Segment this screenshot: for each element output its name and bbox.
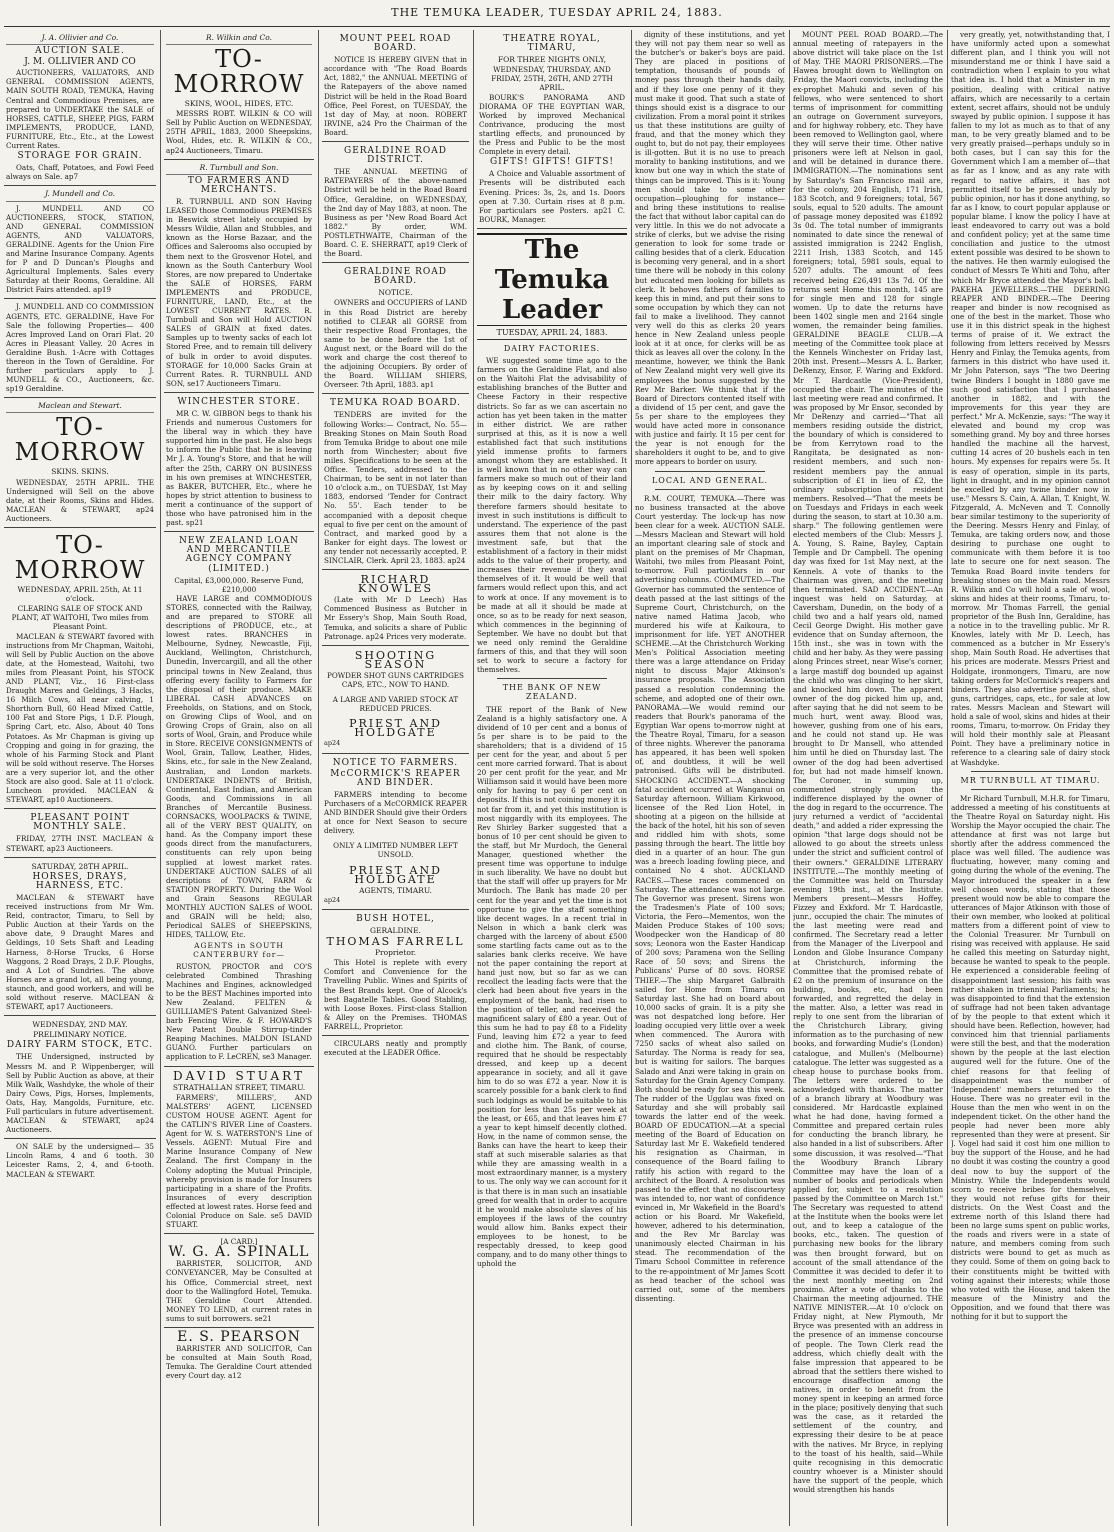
nz-loan-ad xyxy=(164,532,314,1066)
ad-body: MACLEAN & STEWART favored with instructions from Mr Chapman, Waitohi, will Sell by Public Auction on the above date, at the Homestead, Waitohi, two miles from Pleasant Point, his STOCK AND PLANT, Viz., 16 First-class Draught Mares and Geldings, 3 Hacks, 16 Milch Cows, all near calving, 1 Shorthorn Bull, 60 Head Mixed Cattle, 100 Fat and Store Pigs, 1 D.F. Plough, Spring Cart, etc. Also, About 40 Tons Potatoes. As Mr Chapman is giving up Cropping and going in for grazing, the whole of his Farming Stock and Plant will be sold without reserve. The Horses are a very superior lot, and the other Stock are also good. Sale at 11 o'clock. Luncheon provided. MACLEAN & STEWART, ap10 Auctioneers. xyxy=(6,631,154,805)
ad-title: HORSES, DRAYS, HARNESS, ETC. xyxy=(32,871,128,891)
article-body: MOUNT PEEL ROAD BOARD.—The annual meeting of ratepayers in the above district will take place on the 1st of May. THE MAORI PRISONERS.—The Hawea brought down to Wellington on Friday, the Maori convicts, including the ex-prophet Mahuki and seven of his fellows, who were sentenced to short terms of imprisonment for committing an outrage on Government surveyors, and for highway robbery, etc. They have been removed to Wellington gaol, where they will serve their time. Other native prisoners were left at Nelson in gaol, and will be detained in durance there. IMMIGRATION.—The nominations sent by Saturday's San Francisco mail are, for the colony, 204 English, 171 Irish, 183 Scotch, and 9 foreigners; total, 567 souls, equal to 520 adults. The amount of passage money deposited was £1892 3s 0d. The total number of immigrants nominated to date since the renewal of assisted immigration is 2242 English, 2211 Irish, 1383 Scotch, and 145 foreigners; total, 5981 souls, equal to 5207 adults. The amount of fees received being £26,491 13s 7d. Of the returns sent Home this month, 145 are for single men and 128 for single women. Up to date the returns have been 1402 single men and 2164 single women, the remainder being families. GERALDINE BEAGLE CLUB.—A meeting of the Committee took place at the Kennels Winchester on Friday last, 20th inst. Present—Messrs A. L. Barker, DeRenzy, Ensor, F. Waring and Exkford. Mr T. Hardcastle (Vice-President), occupied the chair. The minutes of the last meeting were read and confirmed. It was proposed by Mr Ensor, seconded by Mr DeRenzy and carried—"That all members residing outside the district, the boundary of which is considered to be from Kerrytown road to the Rangitata, be designated as non-resident members, and such non-resident members pay the annual subscription of £1 in lieu of £2, the ordinary subscription of resident members. Resolved—"That the meets be on Tuesdays and Fridays in each week during the season, to start at 10.30 a.m. sharp." The following gentlemen were elected members of the Club: Messrs J. A. Young, S. Raine, Bayley, Captain Temple and Dr Campbell. The opening day was fixed for 1st May next, at the Kennels. A vote of thanks to the Chairman was given, and the meeting then terminated. SAD ACCIDENT.—An inquest was held on Saturday, at Caversham, Dunedin, on the body of a child two and a half years old, named Cecil George Dwight. His mother gave evidence that on Sunday afternoon, the 15th inst., she was in town with the child and her baby. As they were passing along Princes street, near Wise's corner, a large mastiff dog bounded up against the child who was clinging to her skirt, and knocked him down. The apparent owner of the dog picked him up, and, after saying that he did not seem to be much hurt, went away. Blood was, however, gushing from one of his ears, and he could not stand up. He was brought to Dr Mansell, who attended him until he died on Thursday last. The owner of the dog had been advertised for, but had not made himself known. The Coroner, in summing up, commented strongly upon the indifference displayed by the owner of the dog in regard to the occurrence. The jury returned a verdict of "accidental death," and added a rider expressing the opinion "that large dogs should not be allowed to go about the streets unless under the strict and sufficient control of their owners." GERALDINE LITERARY INSTITUTE.—The monthly meeting of the Committee was held on Thursday evening 19th inst., at the Institute. Members present—Messrs Hoffey, Fizzey and Exkford. Mr T. Hardcastle, junr., occupied the chair. The minutes of the last meeting were read and confirmed. The Secretary read a letter from the Manager of the Liverpool and London and Globe Insurance Company at Christchurch, informing the Committee that the promised rebate of £2 on the premium of insurance on the building, books, etc, had been forwarded, and regretted the delay in the matter. Also, a letter was read in reply to one sent from the librarian of the Christchurch Library, giving information as to the purchasing of new books, and forwarding Mudie's (London) catalogue, and Mullen's (Melbourne) catalogue. The letter was suggested as a cheap house to purchase books from. The letters were ordered to be acknowledged with thanks. The matter of a branch library at Woodbury was considered. Mr Hardcastle explained what he had done, having formed a Committee and prepared certain rules for conducting the branch library, he also handed in a list of subscribers. After some discussion, it was resolved—"That the Woodbury Branch Library Committee may have the loan of a number of books and periodicals when applied for, subject to a resolution passed by the Committee on March 1st." The Secretary was requested to attend at the Institute when the books were let out, and to keep a catalogue of the books, etc., taken. The question of purchasing new books for the library was then brought forward, but on account of the small attendance of the Committee it was decided to defer it to the next monthly meeting on 2nd proximo. After a vote of thanks to the Chairman the meeting adjourned. THE NATIVE MINISTER.—At 10 o'clock on Friday night, at New Plymouth, Mr Bryce was presented with an address in the presence of an immense concourse of people. The Town Clerk read the address, which chiefly dealt with the false impression that appeared to be abroad that the settlers there wished to encourage disaffection among the natives, in order to benefit from the money spent in keeping an armed force in the place; positively denying that such was the case, as it retarded the settlement of the country, and expressing their desire to be at peace with the natives. Mr Bryce, in replying to the toast of his health, said—While quite recognising in this democratic country whoever is a Minister should have the support of the people, which would strengthen his hands xyxy=(793,30,943,1494)
ad-subtitle: Capital, £3,000,000. Reserve Fund, £210,000 xyxy=(174,575,304,594)
david-stuart-ad xyxy=(164,1067,314,1235)
ad-title: DAIRY FARM STOCK, ETC. xyxy=(6,1040,154,1051)
ad-subtitle: SKINS, WOOL, HIDES, ETC. xyxy=(184,99,294,109)
column-divider xyxy=(473,30,474,1526)
paper-date: TUESDAY, APRIL 24, 1883. xyxy=(477,328,627,340)
ad-body: HAVE LARGE and COMMODIOUS STORES, connected with the Railway, and are prepared to STORE all descriptions of PRODUCE, etc., at lowest rates. BRANCHES in Melbourne, Sydney, Newcastle, Fiji, Auckland, Wellington, Christchurch, Dunedin, Invercargill, and all the other principal towns in New Zealand, thus offering every facility to Farmers for the disposal of their produce. MAKE LIBERAL CASH ADVANCES on Freeholds, on Stations, and on Stock, on Growing Clips of Wool, and on Growing Crops of Grain, also on all sorts of Wool, Grain, and Produce while in Store. RECEIVE CONSIGNMENTS of Wool, Grain, Tallow, Leather, Hides, Skins, etc., for sale in the New Zealand, Australian, and London markets. UNDERTAKE INDENTS of British, Continental, East Indian, and American Goods, and Commissions in all Branches of Mercantile Business. CORNSACKS, WOOLPACKS & TWINE, all of the VERY BEST QUALITY, on hand. As the Company import these goods direct from the manufacturers, constituents can rely upon being supplied at lowest market rates. UNDERTAKE AUCTION SALES of all descriptions of TOWN, FARM & STATION PROPERTY. During the Wool and Grain Seasons REGULAR MONTHLY AUCTION SALES of WOOL and GRAIN will be held; also, Periodical SALES of SHEEPSKINS, HIDES, TALLOW, Etc. xyxy=(166,593,312,940)
ad-body: NOTICE IS HEREBY GIVEN that in accordance with "The Road Boards Act, 1882," the ANNUAL MEETING of the Ratepayers of the above named District will be held in the Road Board Office, Peel Forest, on TUESDAY, the 1st day of May, at noon. ROBERT IRVINE, a24 Pro the Chairman of the Board. xyxy=(324,55,467,137)
spinall-ad xyxy=(164,1234,314,1328)
ad-title: McCORMICK'S REAPER AND BINDER. xyxy=(330,768,461,788)
column-divider xyxy=(947,30,948,1526)
ad-big-title: TO-MORROW xyxy=(173,45,305,99)
ad-subtitle: AGENTS, TIMARU. xyxy=(359,885,432,895)
article-body: dignity of these institutions, and yet they will not pay them near so well as the butcher's or baker's boys are paid. They are placed in positions of temptation, thousands of pounds of money pass through their hands daily, and if they lose one penny of it they must make it good. That such a state of things should exist is a disgrace to our civilization. From a moral point it strikes us that these institutions are guilty of fraud, and that the money which they ought to, but do not pay, their employees is ill-gotten. But it is no use to preach morality to banking institutions, and we know but one way in which the state of things can be improved. This is it: Young men should take to some other occupation—ploughing for instance—and bring these institutions to realise the fact that without labor capital can do very little. In this we do not advocate a strike of clerks, but we advise the rising generation to look for some trade or calling besides that of a clerk. Education is becoming very general, and in a short time there will be nobody in this colony but educated men looking for billets as clerk. It behoves fathers of families to keep this in mind, and put their sons to some occupation by which they can not fail to make a livelihood. They cannot very well do this as clerks 20 years hence in New Zealand unless people look at it at once, for clerks will be as thick as leaves all over the colony. In the meantime, however, we think the Bank of New Zealand might very well give its employees the bonus suggested by the Rev Mr Barker. We think that if the Board of Directors contented itself with a dividend of 15 per cent, and gave the 5s per share to the employees they would have acted more in consonance with justice and fairly. It 15 per cent for the year is not enough for the shareholders it ought to be, and to give more appears to border on usury. xyxy=(635,30,785,467)
ad-header: J. A. Ollivier and Co. xyxy=(6,33,154,45)
ad-title: TO FARMERS AND MERCHANTS. xyxy=(187,175,291,195)
rams-sale-ad xyxy=(4,1139,156,1182)
mccormick-ad xyxy=(322,754,469,910)
ad-header: J. Mundell and Co. xyxy=(6,189,154,201)
mount-peel-ad xyxy=(322,30,469,142)
maclean-skins-ad xyxy=(4,398,156,528)
paper-title: The Temuka Leader xyxy=(477,233,627,326)
column-4 xyxy=(477,30,627,1526)
article-rule xyxy=(497,678,607,679)
ad-subtitle: ONLY A LIMITED NUMBER LEFT UNSOLD. xyxy=(333,841,458,860)
ad-body: POWDER SHOT GUNS CARTRIDGES CAPS, ETC., NOW TO HAND. xyxy=(327,670,464,689)
winchester-ad xyxy=(164,393,314,532)
ad-title: CLEARING SALE OF STOCK AND PLANT, AT WAITOHI, Two miles from Pleasant Point. xyxy=(11,604,149,632)
horses-sale-ad xyxy=(4,858,156,1017)
article-heading: LOCAL AND GENERAL. xyxy=(651,475,769,485)
ad-title: TEMUKA ROAD BOARD. xyxy=(329,398,461,409)
knowles-ad xyxy=(322,570,469,646)
ad-title: AUCTION SALE. xyxy=(35,46,125,57)
dairy-stock-ad xyxy=(4,1016,156,1139)
ad-body: J. MUNDELL AND CO COMMISSION AGENTS, ETC. GERALDINE, Have For Sale the following Properties— 400 Acres Improved Land on Orari Flat. 20 Acres in Pleasant Valley. 20 Acres in Geraldine Bush. 1-Acre with Cottages thereon in the Town of Geraldine. For further particulars apply to J. MUNDELL & CO., Auctioneers, &c. sp19 Geraldine. xyxy=(6,302,154,394)
shooting-season-ad xyxy=(322,646,469,754)
column-6 xyxy=(793,30,943,1526)
ad-subtitle: WEDNESDAY, APRIL 25th, At 11 o'clock. xyxy=(17,585,143,604)
ad-subtitle: NOTICE. xyxy=(378,288,413,298)
ad-body: AUCTIONEERS, VALUATORS, AND GENERAL COMMISSION AGENTS, MAIN SOUTH ROAD, TEMUKA, Having Central and Commodious Premises, are prepared to UNDERTAKE the SALE of HORSES, CATTLE, SHEEP, PIGS, FARM IMPLEMENTS, PRODUCE, LAND, FURNITURE, Etc., Etc., at the Lowest Current Rates. xyxy=(6,68,154,151)
pleasant-point-ad xyxy=(4,809,156,857)
column-2 xyxy=(164,30,314,1526)
page-masthead: THE TEMUKA LEADER, TUESDAY APRIL 24, 1883. xyxy=(391,6,723,19)
ad-ref: ap24 xyxy=(324,895,341,904)
ad-title: AGENTS in SOUTH CANTERBURY for— xyxy=(193,941,285,960)
column-divider xyxy=(631,30,632,1526)
ad-title: SHOOTING SEASON xyxy=(354,648,437,671)
article-body: WE suggested some time ago to the farmers on the Geraldine Flat, and also on the Waitohi Flat the advisability of establishing branches of the Butter and Cheese Factory in their respective districts. So far as we can ascertain no action has yet been taken in the matter in either district. We are rather surprised at this, as it is now a well established fact that such institutions yield immense profits to farmers amongst whom they are established. It is well known that in no other way can farmers make so much out of their land as by keeping cows on it and selling their milk to the dairy factory. Why therefore farmers should hesitate to invest in such institutions is difficult to understand. The experience of the past assures them that not alone is the investment safe, but that the establishment of a factory in their midst adds to the value of their property, and increases their revenue if they avail themselves of it. It would be well that farmers would reflect upon this, and act to work at once. If any movement is to be made at all it should be made at once, so as to be ready for next season, which commences in the beginning of September. We have no doubt but that we need only remind the Geraldine farmers of this, and that they will soon set to work to secure a factory for themselves. xyxy=(477,356,627,675)
ad-body: FRIDAY, 27TH INST. MACLEAN & STEWART, ap23 Auctioneers. xyxy=(6,834,154,853)
ad-big-title: TO-MORROW xyxy=(14,413,146,467)
maclean-clearing-ad xyxy=(4,528,156,809)
ad-body: A LARGE AND VARIED STOCK AT REDUCED PRICES. xyxy=(332,695,459,714)
ad-ref: ap24 xyxy=(324,739,341,748)
geraldine-notice-ad xyxy=(322,263,469,394)
ad-subtitle: FOR THREE NIGHTS ONLY, xyxy=(497,55,607,65)
ad-body: OWNERS and OCCUPIERS of LAND in this Road District are hereby notified to CLEAR all GORSE from their respective Road Frontages, the same to be done before the 1st of August next, or the Board will do the work and charge the cost thereof to the adjoining Occupiers. By order of the Board. WILLIAM SHIERS, Overseer. 7th April, 1883. ap1 xyxy=(324,298,468,390)
column-3 xyxy=(322,30,469,1526)
ad-subtitle: [A CARD.] xyxy=(220,1237,258,1247)
ad-title: NOTICE TO FARMERS. xyxy=(332,757,459,768)
column-7 xyxy=(951,30,1110,1526)
column-1 xyxy=(4,30,156,1526)
olliver-ad xyxy=(4,30,156,186)
ad-name: J. M. OLLIVIER AND CO xyxy=(24,57,136,68)
ad-subtitle: Proprietor. xyxy=(374,948,417,958)
bush-hotel-ad xyxy=(322,910,469,1036)
ad-name: W. G. A. SPINALL xyxy=(168,1244,310,1261)
article-rule xyxy=(971,771,1090,772)
ad-body: FARMERS intending to become Purchasers of a McCORMICK REAPER AND BINDER Should give their Orders at once for Next Season to secure delivery. xyxy=(324,789,467,836)
ad-title: GERALDINE ROAD BOARD. xyxy=(344,267,447,287)
ad-header: R. Turnbull and Son. xyxy=(166,163,312,175)
article-body: very greatly, yet, notwithstanding that, I have uniformly acted upon a somewhat different plan, and I think you will not misunderstand me or think I have said a contradiction when I explain to you what that idea is. I hold that a Minister in my position, dealing with critical native affairs, which are necessarily to a certain extent, secret affairs, should not be unduly swayed by public opinion. I suppose it has fallen to my lot as much as to that of any man, to be very greatly blamed and to be very greatly praised—perhaps unduly so in both cases, but I can say this for the Government which I am a member of—that as far as I know, and as any rate with regard to native affairs, it has not permitted itself to be pressed unduly by public opinion, nor has it done anything, so far as I know, to court popular applause or popular blame. I know the policy I have at least endeavored to carry out was a bold and confident policy; yet at the same time conciliation and justice to the utmost extent possible was desired to be shown to the natives. He then warmly eulogised the conduct of Messrs Te Whiti and Tohu, after which Mr Bryce attended the Mayor's ball. PAKEHA JEWELLERS.—THE DEERING REAPER AND BINDER.—The Deering reaper and binder is now recognised as one of the best in the market. Those who use it in this district speak in the highest terms of praise of it. We extract the following from letters received by Messrs Henry and Finlay, the Temuka agents, from farmers in this district who have used it. Mr John Paterson, says "The two Deering twine Binders I bought in 1880 gave me such good satisfaction that I purchased another in 1882, and with the improvements for this year they are perfect." Mr A. McKenzie, says: "The way it elevated and bound my crop was something grand. My boy and three horses handled the machine all the harvest, cutting 14 acres of 20 bushels each in ten hours. My expenses for repairs were 5s. It is easy of operation, simple in its parts, light in draught, and in my opinion cannot be excelled by any twine binder now in use." Messrs S. Cain, A. Allan, T. Knight, W. Fitzgerald, A. McNeven and T. Connolly bear similar testimony to the superiority of the Deering. Messrs Henry and Finlay, of Temuka, are taking orders now, and those desiring to purchase one ought to communicate with them before it is too late to secure one for next season. The Temuka Road Board invite tenders for breaking stones on the Main road. Messrs R. Wilkin and Co will hold a sale of wool, skins and hides at their rooms, Timaru, to-morrow. Mr Thomas Farrell, the genial proprietor of the Bush Inn, Geraldine, has a notice in to the travelling public. Mr R. Knowles, lately with Mr D. Leech, has commenced as a butcher in Mr Essery's shop, Main South Road. He advertises that his prices are moderate. Messrs Priest and Holdgate, ironmongers, Timaru, are now taking orders for McCormick's reapers and binders. They also advertise powder, shot, guns, cartridges, caps, etc., for sale at low rates. Messrs Maclean and Stewart will hold a sale of wool, skins and hides at their rooms, Timaru, to-morrow. On Friday they will hold their monthly sale at Pleasant Point. They have a preliminary notice in reference to a clearing sale of dairy stock at Washdyke. xyxy=(951,30,1110,767)
ad-body: RUSTON, PROCTOR and CO'S celebrated Combined Thrashing Machines and Engines, acknowledged to be the BEST Machines imported into New Zealand. FELTEN & GUILLIAME'S Patent Galvanized Steel-barb Fencing Wire. & F. HOWARD'S New Patent Double Stirrup-tinder Reaping Machines. MALDON ISLAND GUANO. Further particulars on application to F. LeCREN, se3 Manager. xyxy=(166,961,312,1062)
ad-name: THOMAS FARRELL xyxy=(326,935,465,949)
ad-big-title: TO-MORROW xyxy=(14,531,146,585)
temuka-road-board-ad xyxy=(322,394,469,570)
ad-body: MR C. W. GIBBON begs to thank his Friends and numerous Customers for the liberal way in which they have supported him in the past. He also begs to inform the Public that he is leaving Mr J. A. Young's Store, and that he will after the 25th, CARRY ON BUSINESS in his own premises at WINCHESTER, as BAKER, BUTCHER, Etc., where he hopes by strict attention to business to merit a continuance of the support of those who have patronised him in the past. sp21 xyxy=(166,409,312,528)
ad-body: A Choice and Valuable assortment of Presents will be distributed each Evening. Prices: 3s, 2s, and 1s. Doors open at 7.30. Curtain rises at 8 p.m. For particulars see Posters. ap21 C. BOURK, Manager. xyxy=(479,169,625,224)
mundell-properties-ad xyxy=(4,299,156,398)
article-rule xyxy=(655,489,765,490)
ad-body: THE Undersigned, instructed by Messrs M. and P. Wippenberger, will Sell by Public Auction as above, at their Milk Walk, Washdyke, the whole of their Dairy Cows, Pigs, Horses, Implements, Oats, Hay, Mangolds, Furniture, etc. Full particulars in future advertisement. MACLEAN & STEWART, ap24 Auctioneers. xyxy=(6,1052,154,1135)
ad-name: PRIEST AND HOLDGATE xyxy=(349,717,442,740)
ad-body: J. MUNDELL AND CO AUCTIONEERS, STOCK, STATION, AND GENERAL COMMISSION AGENTS, AND VALUATORS, GERALDINE. Agents for the Union Fire and Marine Insurance Company. Agents for P and D Duncan's Ploughs and Agricultural Implements. Sales every Saturday at their Rooms, Geraldine. All District Fairs attended. ap19 xyxy=(6,203,154,295)
ad-subtitle: SKINS. SKINS. xyxy=(51,467,109,477)
article-body: Mr Richard Turnbull, M.H.R. for Timaru, addressed a meeting of his constituents at the Theatre Royal on Saturday night. His Worship the Mayor occupied the chair. The attendance at first was not large but shortly after the address commenced the place was well filled. The audience was fluctuating, however, many coming and going during the whole of the evening. The Mayor introduced the speaker in a few well chosen words, stating that those present would now be able to compare the utterances of Major Atkinson with those of their own member, who looked at political matters from a different point of view to the Colonial Treasurer. Mr Turnbull on rising was received with applause. He said he called this meeting on Saturday night, because he wanted to speak to the people. He experienced a considerable feeling of disappointment last session; his faith was rather shaken in triennial Parliaments; he was disappointed to find that the extension of suffrage had not been taken advantage of by the people to that extent which it should have been. Reflection, however, had convinced him that triennial parliaments were still the best, and that the moderation shown by the people at the last election augured well for the future. One of the chief reasons for that feeling of disappointment was the number of 'Independent' members returned to the House. There was no greater evil in the House than the men who went in on the independent ticket. On the other hand the people had never been more ably represented than they were at present. Sir J. Vogel had said it cost him one million to buy the support of the House, and he had no doubt it was costing the country a good deal now to buy the support of the Ministry. While the Independents would scorn to receive bribes for themselves, they would not refuse gifts for their districts. On the West Coast and the extreme north of this Island there had been no large sums spent on public works, the roads and rivers were in a state of nature, and members coming from such districts were bound to get as much as they could. Some of them on going back to their constituents might be twitted with voting against their interests; while those who voted with the House, and taken the measure of the Ministry and the Opposition, and we found that there was nothing for it but to support the xyxy=(951,793,1110,1322)
ad-title: GIFTS! GIFTS! GIFTS! xyxy=(489,157,615,168)
ad-title: BUSH HOTEL, xyxy=(356,913,435,924)
ad-title: GERALDINE ROAD DISTRICT. xyxy=(344,146,447,166)
ad-body: BOURK'S PANORAMA AND DIORAMA OF THE EGYPTIAN WAR, Worked by improved Mechanical Contrivance, producing the most startling effects, and pronounced by the Press and Public to be the most Complete in every detail. xyxy=(479,92,625,157)
ad-body: R. TURNBULL AND SON Having LEASED those Commodious PREMISES in Beswick street lately occupied by Messrs Wildie, Allan and Stubbles, and known as the Horse Bazaar, and the Offices and Salerooms also occupied by them next to the Grosvenor Hotel, and known as the South Canterbury Wool Stores, are now prepared to Undertake the SALE of HORSES, FARM IMPLEMENTS and PRODUCE, FURNITURE, LAND, Etc., at the LOWEST CURRENT RATES. R. Turnbull and Son will Hold AUCTION SALES of GRAIN at fixed dates. Samples up to twenty sacks of each lot Stored Free, and to remain till delivery of bulk in order to avoid disputes. STORAGE for 10,000 Sacks Grain at Current Rates. R. TURNBULL AND SON, se17 Auctioneers Timaru. xyxy=(166,196,312,388)
ad-body: ON SALE by the undersigned— 35 Lincoln Rams, 4 and 6 tooth. 30 Leicester Rams, 2, 4, and 6-tooth. MACLEAN & STEWART. xyxy=(6,1142,154,1179)
ad-body: THE ANNUAL MEETING of RATEPAYERS of the above-named District will be held in the Road Board Office, Geraldine, on WEDNESDAY, the 2nd day of May 1883, at noon. The Business as per "New Road Board Act 1882." By order, WM. POSTLETHWAITE, Chairman of the Board. C. E. SHERRATT, ap19 Clerk of the Board. xyxy=(324,167,467,259)
pearson-ad xyxy=(164,1328,314,1384)
column-divider xyxy=(318,30,319,1526)
article-rule xyxy=(971,789,1090,790)
ad-title: PLEASANT POINT MONTHLY SALE. xyxy=(30,813,130,833)
ad-title: NEW ZEALAND LOAN AND MERCANTILE AGENCY COMPANY (LIMITED.) xyxy=(178,536,300,574)
ad-name: E. S. PEARSON xyxy=(177,1329,301,1345)
article-heading: THE BANK OF NEW ZEALAND. xyxy=(502,683,602,702)
ad-body: MESSRS ROBT. WILKIN & CO will Sell by Public Auction on WEDNESDAY, 25TH APRIL, 1883, 2000 Sheepskins, Wool, Hides, etc. R. WILKIN & CO., ap24 Auctioneers, Timaru. xyxy=(166,109,312,155)
ad-body: BARRISTER, SOLICITOR, AND CONVEYANCER, May be Consulted at his Office, Commercial street, next door to the Wallingford Hotel, Temuka. THE Geraldine Court Attended. MONEY TO LEND, at current rates in sums to suit borrowers. se21 xyxy=(166,1259,312,1323)
geraldine-district-ad xyxy=(322,142,469,263)
ad-subtitle: GERALDINE. xyxy=(370,925,421,935)
article-heading: DAIRY FACTORIES. xyxy=(503,343,601,353)
ad-title: THEATRE ROYAL, TIMARU, xyxy=(503,34,601,54)
ad-name: PRIEST AND HOLDGATE xyxy=(349,863,442,886)
ad-title: MOUNT PEEL ROAD BOARD. xyxy=(339,34,452,54)
ad-body: FARMERS', MILLERS', AND MALSTERS' AGENT, LICENSED CUSTOM HOUSE AGENT. Agent for the CATLIN'S RIVER Line of Coasters. Agent for W. S. WATERSTON'S Line of Vessels. AGENT: Mutual Fire and Marine Insurance Company of New Zealand. The first Company in the Colony adopting the Mutual Principle, whereby provision is made for Insurers participating in a share of the Profits. Insurances of every description effected at lowest rates. Horse feed and Colonial Produce on Sale. se5 DAVID STUART. xyxy=(166,1092,312,1230)
wilkin-ad xyxy=(164,30,314,160)
ad-body: Oats, Chaff, Potatoes, and Fowl Feed always on Sale. ap7 xyxy=(6,163,154,182)
theatre-ad xyxy=(477,30,627,229)
ad-subtitle: WEDNESDAY, THURSDAY, AND FRIDAY, 25TH, 26TH, AND 27TH APRIL. xyxy=(491,65,613,93)
ad-body: BARRISTER AND SOLICITOR, Can be consulted at Main South Road, Temuka. The Geraldine Court attended every Court day. a12 xyxy=(166,1344,312,1381)
ad-body: (Late with Mr D Leech) Has Commenced Business as Butcher in Mr Essery's Shop, Main South Road, Temuka, and solicits a share of Public Patronage. ap24 Prices very moderate. xyxy=(324,595,467,641)
ad-subtitle: STRATHALLAN STREET, TIMARU. xyxy=(172,1082,306,1092)
column-divider xyxy=(789,30,790,1526)
ad-subtitle: WEDNESDAY, 2ND MAY. xyxy=(32,1020,128,1030)
ad-body: TENDERS are invited for the following Works:— Contract, No. 55—Breaking Stones on Main South Road from Temuka Bridge to about one mile north from Winchester; about five miles. Specifications to be seen at the Office. Tenders, addressed to the Chairman, to be sent in not later than 10 o'clock a.m., on TUESDAY, 1st May 1883, endorsed 'Tender for Contract No. 55'. Each tender to be accompanied with a deposit cheque equal to five per cent on the amount of Contract, and marked good by a Banker for eight days. The lowest or any tender not necessarily accepted. P. SINCLAIR, Clerk. April 23, 1883. ap24 xyxy=(324,410,467,565)
ad-body: WEDNESDAY, 25TH APRIL. THE Undersigned will Sell on the above date, at their Rooms, Skins and Hides. MACLEAN & STEWART, ap24 Auctioneers. xyxy=(6,477,154,523)
masthead-rule xyxy=(4,26,1110,27)
article-body: R.M. COURT, TEMUKA.—There was no business transacted at the above Court yesterday. The lock-up has now been clear for a week. AUCTION SALE.—Messrs Maclean and Stewart will hold an important clearing sale of stock and plant on the premises of Mr Chapman, Waitohi, two miles from Pleasant Point, to-morrow. Full particulars in our advertising columns. COMMUTED.—The Governor has commuted the sentence of death passed at the last sittings of the Supreme Court, Christchurch, on the native named Hatima Jacob, who murdered his wife at Kaikoura, to imprisonment for life. YET ANOTHER SCHEME.—At the Christchurch Working Men's Political Association meeting there was a large attendance on Friday night to discuss Major Atkinson's insurance proposals. The Association passed a resolution condemning the scheme, and adopted one of their own. PANORAMA.—We would remind our readers that Bourk's panorama of the Egyptian War opens to-morrow night at the Theatre Royal, Timaru, for a season of three nights. Wherever the panorama has appeared, it has been well spoken of, and doubtless, it will be well patronised. Gifts will be distributed. SHOCKING ACCIDENT.—A shocking fatal accident occurred at Wanganui on Saturday afternoon. William Kirkwood, licensee of the Red Lion Hotel, in shooting at a pigeon on the hillside at the back of the hotel, hit his son of seven and riddled him with shots, some passing through the heart. The little boy died in a quarter of an hour. The gun was a breech loading fowling piece, and contained No 4 shot. AUCKLAND RACES.—These races commenced on Saturday. The attendance was not large. The Governor was present. Sirens won the Tradesmen's Plate of 100 sovs; Victoria, the Fero—Mementos, won the Maiden Produce Stakes of 100 sovs; Woodpecker won the Handicap of 80 sovs; Leonora won the Easter Handicap of 200 sovs; Paramena won the Selling Race of 50 sovs; and Sirens the Publicans' Purse of 80 sovs. HORSE THIEF.—The ship Margaret Galbraith sailed for Home from Timaru on Saturday last. She had on board about 10,000 sacks of grain. It is a pity she was not despatched long before. Her loading occupied very little over a week when commenced. The Aurora with 7250 sacks of wheat also sailed on Saturday. The Norma is ready for sea, but is waiting for sailors. The barques Salado and Anzi were taking in grain on Saturday for the Grain Agency Company. Both should be ready for sea this week. The rudder of the Ugglau was fixed on Saturday and she will probably sail towards the latter end of the week. BOARD OF EDUCATION.—At a special meeting of the Board of Education on Saturday last Mr E. Wakefield tendered his resignation as Chairman, in consequence of the Board failing to ratify his action with regard to the architect of the Board. A resolution was passed to the effect that no discourtesy was intended to, nor want of confidence evinced in, Mr Wakefield in the Board's action or his Board. Mr Wakefield, however, adhered to his determination, and the Rev Mr Barclay was unanimously elected Chairman in his stead. The recommendation of the Timaru School Committee in reference to the re-appointment of Mr James Scott as head teacher of the school was carried out, some of the members dissenting. xyxy=(635,493,785,1303)
circulars-ad xyxy=(322,1036,469,1061)
ad-body: This Hotel is replete with every Comfort and Convenience for the Travelling Public. Wines and Spirits of the Best Brands kept. One of Alcock's best Bagatelle Tables. Good Stabling, with Loose Boxes. First-class Stallion & Alley on the Premises. THOMAS FARRELL, Proprietor. xyxy=(324,958,467,1031)
ad-title: STORAGE FOR GRAIN. xyxy=(17,151,143,162)
article-body: THE report of the Bank of New Zealand is a highly satisfactory one. A dividend of 10 per cent and a bonus of 5s per share is to be paid to the shareholders; that is a dividend of 15 per cent for the year, and about 5 per cent more carried forward. That is about 20 per cent profit for the year, and Mr Williamson said it would have been more only for having to pay 6 per cent on deposits. If this is not coining money it is not far from it, and yet this institution is most niggardly with its employees. The Rev Shirley Barker suggested that a bonus of 10 per cent should be given to the staff, but Mr Murdoch, the General Manager, questioned whether the present time was opportune to indulge in such liberality. We have no doubt but that the staff will offer up prayers for Mr Murdoch. The Bank has made 20 per cent for the year and yet the time is not opportune to give the staff something like decent wages. In a recent trial in Nelson in which a bank clerk was charged with the larceny of about £500 some startling facts came out as to the salaries bank clerks receive. We have not the paper containing the report at hand just now, but so far as we can recollect the leading facts were that the clerk had been about five years in the employment of the bank, had risen to the position of teller, and received the magnificent salary of £80 a year. Out of this sum he had to pay £8 to a Fidelity Fund, leaving him £72 a year to feed and clothe him. The Bank, of course, required that he should be respectably dressed, and keep up a decent appearance in society, and all it gave him to do so was £72 a year. Now it is scarcely possible for a bank clerk to find such lodgings as would be suitable to his position for less than 25s per week at the least, or £65, and that leaves him £7 a year to kept himself decently clothed. How, in the name of common sense, the Banks can have the heart to keep their staff at such miserable salaries as that while they are amassing wealth in a most extraordinary manner, is a mystery to us. The only way we can account for it is that there is in man such an insatiable greed for wealth that in order to acquire it he would make absolute slaves of his employees if the laws of the country would allow him. Banks expect their employees to be honest, to be respectably dressed, to keep good company, and to do many other things to uphold the xyxy=(477,704,627,1269)
ad-header: Maclean and Stewart. xyxy=(6,401,154,413)
column-divider xyxy=(160,30,161,1526)
ad-header: R. Wilkin and Co. xyxy=(166,33,312,45)
article-heading: MR TURNBULL AT TIMARU. xyxy=(960,775,1101,785)
ad-title: WINCHESTER STORE. xyxy=(177,396,301,407)
ad-name: RICHARD KNOWLES xyxy=(357,573,434,596)
mundell-ad xyxy=(4,186,156,299)
column-5 xyxy=(635,30,785,1526)
ad-name: DAVID STUART xyxy=(173,1068,305,1083)
article-rule xyxy=(655,471,765,472)
ad-body: MACLEAN & STEWART have received instructions from Mr Wm. Reid, contractor, Timaru, to Sell by Public Auction at their Yards on the above date, 9 Draught Mares and Geldings, 10 Sets Shaft and Leading Harness, 8-Horse Trucks, 6 Horse Waggons, 2 Road Drays, 2 D.F. Ploughs, and A Lot of Sundries. The above Horses are a grand lot, all being young, staunch, and good workers, and will be sold without reserve. MACLEAN & STEWART, ap17 Auctioneers. xyxy=(6,892,154,1012)
ad-body: CIRCULARS neatly and promptly executed at the LEADER Office. xyxy=(324,1039,467,1058)
ad-subtitle: SATURDAY, 28TH APRIL. xyxy=(31,861,129,871)
turnbull-ad xyxy=(164,160,314,393)
ad-subtitle: PRELIMINARY NOTICE. xyxy=(33,1030,127,1040)
